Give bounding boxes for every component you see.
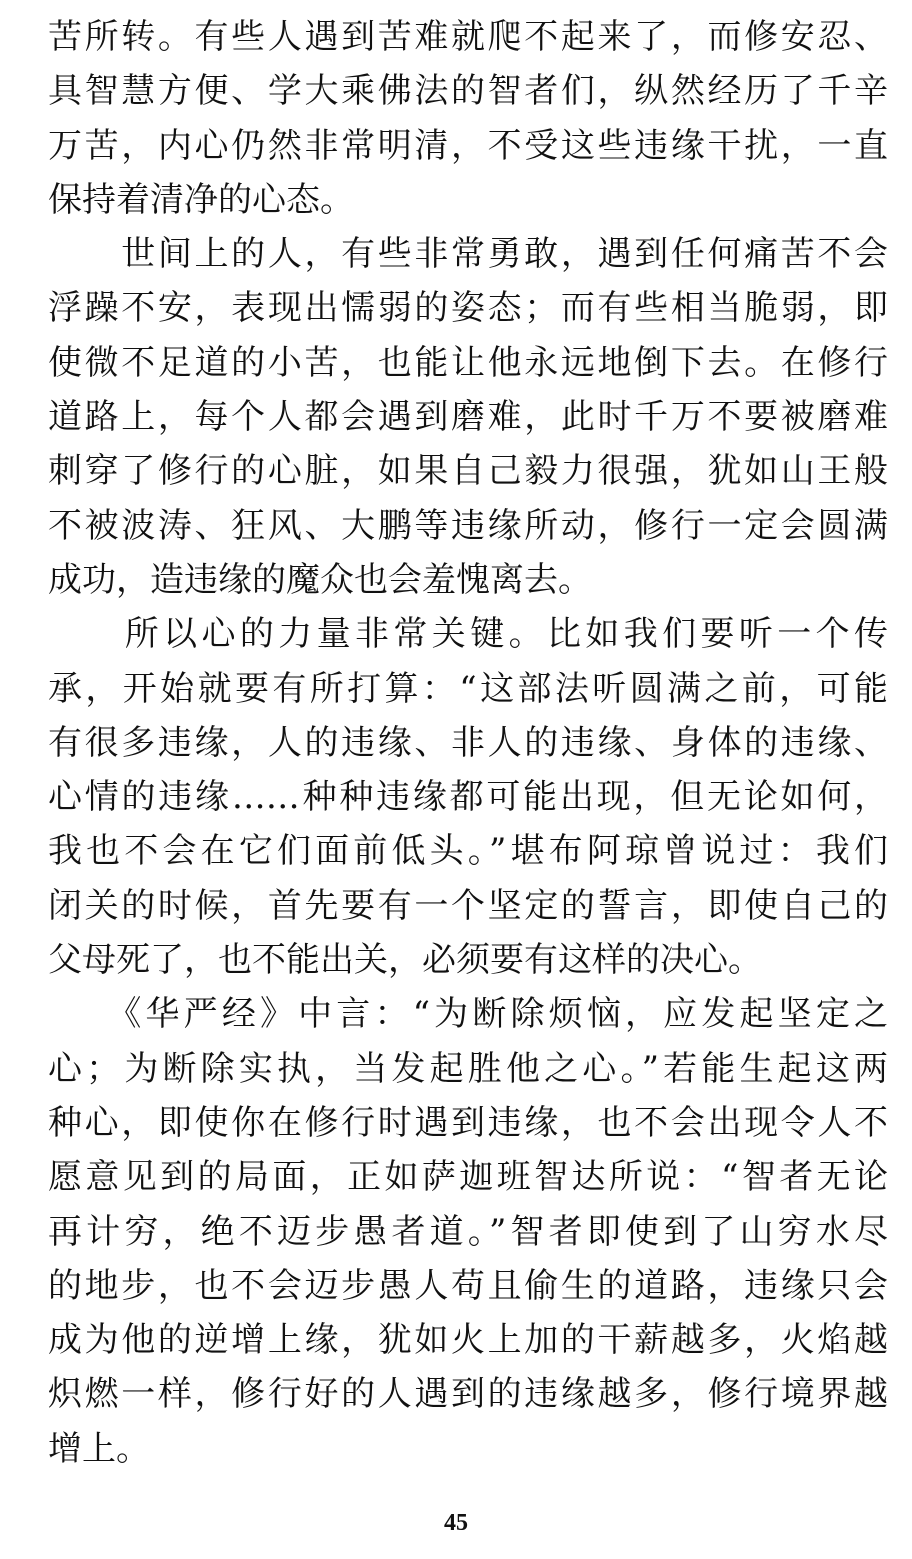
text-line: 愿意见到的局面，正如萨迦班智达所说：“智者无论 <box>48 1157 888 1198</box>
text-line: 成为他的逆增上缘，犹如火上加的干薪越多，火焰越 <box>48 1320 888 1361</box>
text-line: 种心，即使你在修行时遇到违缘，也不会出现令人不 <box>48 1102 888 1143</box>
text-line: 道路上，每个人都会遇到磨难，此时千万不要被磨难 <box>48 397 888 438</box>
text-line: 成功，造违缘的魔众也会羞愧离去。 <box>48 559 592 600</box>
text-line: 不被波涛、狂风、大鹏等违缘所动，修行一定会圆满 <box>48 505 888 546</box>
text-line: 有很多违缘，人的违缘、非人的违缘、身体的违缘、 <box>48 722 888 763</box>
text-line: 炽燃一样，修行好的人遇到的违缘越多，修行境界越 <box>48 1374 888 1415</box>
text-line: 心情的违缘……种种违缘都可能出现，但无论如何， <box>48 777 888 818</box>
text-line: 父母死了，也不能出关，必须要有这样的决心。 <box>48 940 762 981</box>
body-text <box>48 10 888 1476</box>
text-line: 心；为断除实执，当发起胜他之心。”若能生起这两 <box>48 1048 888 1089</box>
text-line: 使微不足道的小苦，也能让他永远地倒下去。在修行 <box>48 342 888 383</box>
text-line: 具智慧方便、学大乘佛法的智者们，纵然经历了千辛 <box>48 71 888 112</box>
text-line: 苦所转。有些人遇到苦难就爬不起来了，而修安忍、 <box>48 17 888 57</box>
text-line: 保持着清净的心态。 <box>48 179 354 220</box>
text-line: 闭关的时候，首先要有一个坚定的誓言，即使自己的 <box>48 885 888 926</box>
text-line: 增上。 <box>48 1428 150 1469</box>
text-line: 刺穿了修行的心脏，如果自己毅力很强，犹如山王般 <box>48 451 888 492</box>
text-line: 所以心的力量非常关键。比如我们要听一个传 <box>48 614 888 655</box>
text-line: 的地步，也不会迈步愚人苟且偷生的道路，违缘只会 <box>48 1265 888 1306</box>
text-line: 浮躁不安，表现出懦弱的姿态；而有些相当脆弱，即 <box>48 288 888 329</box>
text-line: 再计穷，绝不迈步愚者道。”智者即使到了山穷水尽 <box>48 1211 888 1252</box>
page-number: 45 <box>444 1510 468 1536</box>
text-line: 世间上的人，有些非常勇敢，遇到任何痛苦不会 <box>48 234 888 275</box>
text-line: 承，开始就要有所打算：“这部法听圆满之前，可能 <box>48 668 888 709</box>
text-line: 万苦，内心仍然非常明清，不受这些违缘干扰，一直 <box>48 125 888 166</box>
text-line: 我也不会在它们面前低头。”堪布阿琼曾说过：我们 <box>48 831 888 872</box>
text-line: 《华严经》中言：“为断除烦恼，应发起坚定之 <box>48 994 888 1035</box>
